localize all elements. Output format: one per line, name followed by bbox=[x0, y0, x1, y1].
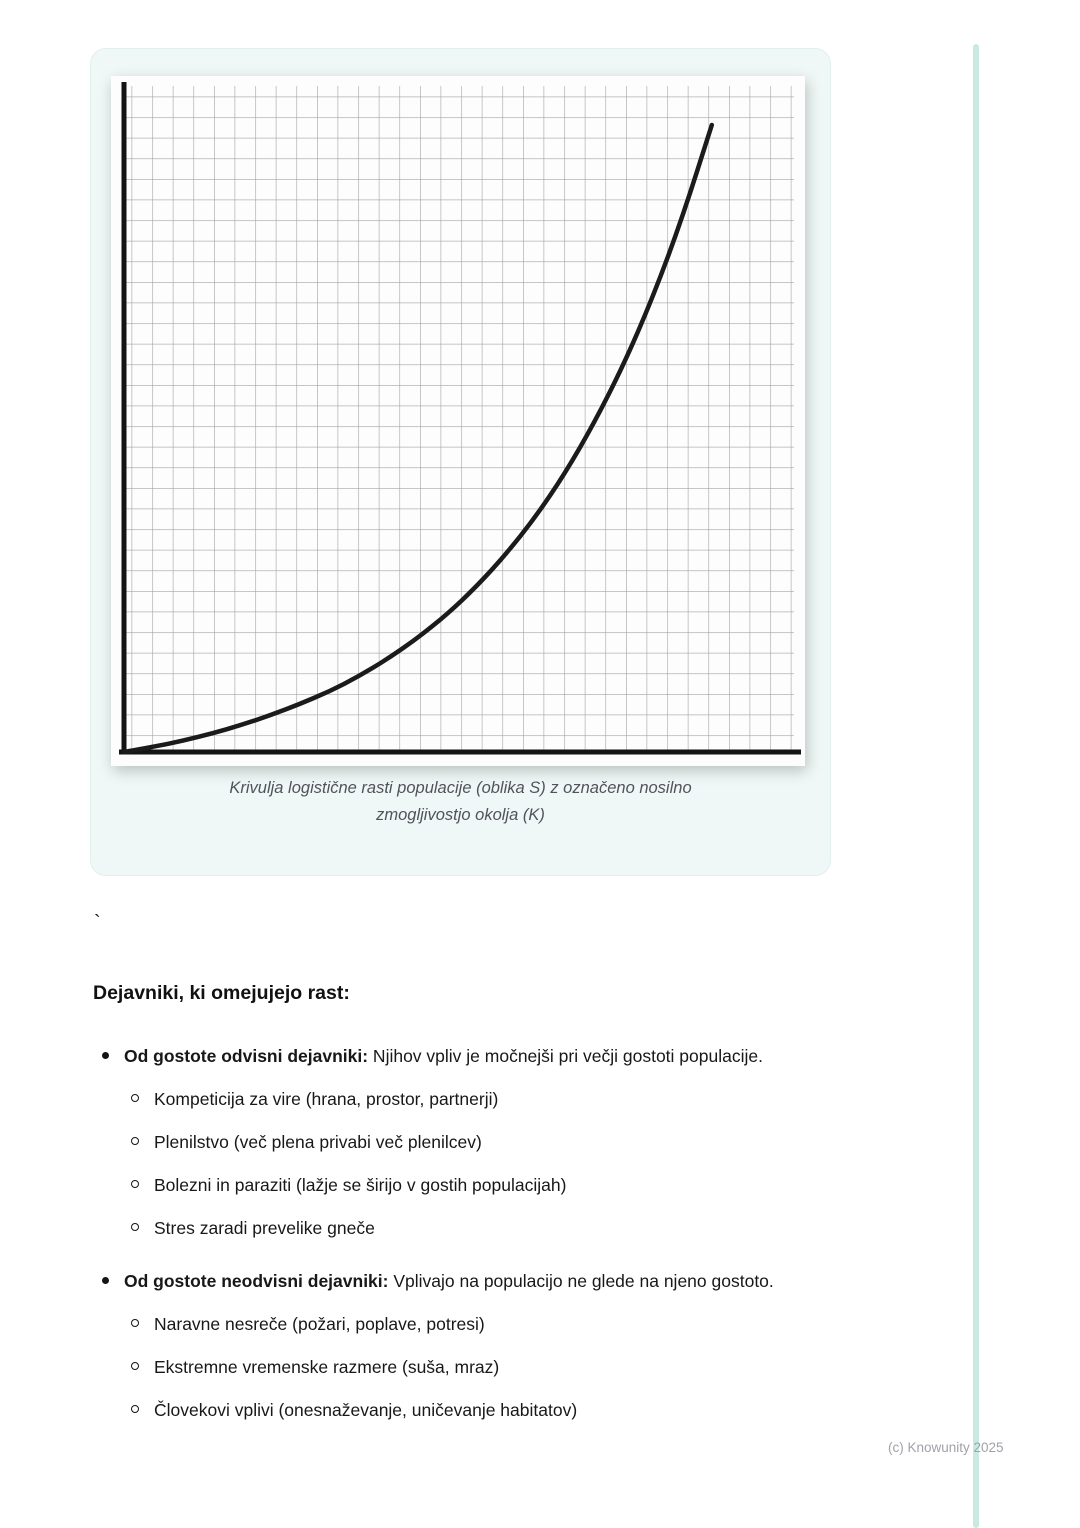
sub-list-item-text: Kompeticija za vire (hrana, prostor, partnerji) bbox=[154, 1089, 499, 1109]
bullet-circle-icon bbox=[131, 1223, 139, 1231]
bullet-circle-icon bbox=[131, 1094, 139, 1102]
list-item-bold: Od gostote odvisni dejavniki: bbox=[124, 1046, 369, 1066]
growth-curve-image bbox=[111, 76, 805, 766]
bullet-circle-icon bbox=[131, 1137, 139, 1145]
bullet-disc-icon bbox=[102, 1277, 109, 1284]
bullet-disc-icon bbox=[102, 1052, 109, 1059]
sub-list bbox=[131, 1311, 883, 1424]
page-edge-accent-bar bbox=[973, 44, 979, 1528]
stray-backtick: ` bbox=[94, 912, 101, 934]
sub-list-item-text: Človekovi vplivi (onesnaževanje, uničevanje habitatov) bbox=[154, 1400, 578, 1420]
sub-list-item bbox=[131, 1129, 883, 1156]
sub-list-item-text: Ekstremne vremenske razmere (suša, mraz) bbox=[154, 1357, 500, 1377]
sub-list-item-text: Bolezni in paraziti (lažje se širijo v gostih populacijah) bbox=[154, 1175, 567, 1195]
section-heading: Dejavniki, ki omejujejo rast: bbox=[93, 982, 350, 1004]
sub-list-item bbox=[131, 1215, 883, 1242]
sub-list-item bbox=[131, 1354, 883, 1381]
list-item-text bbox=[124, 1264, 774, 1299]
list-item-rest: Njihov vpliv je močnejši pri večji gostoti populacije. bbox=[368, 1046, 763, 1066]
figure-caption-line1: Krivulja logistične rasti populacije (oblika S) z označeno nosilno bbox=[229, 779, 692, 797]
figure-card bbox=[90, 48, 831, 876]
list-item bbox=[93, 1039, 883, 1074]
sub-list-item bbox=[131, 1172, 883, 1199]
list-item-rest: Vplivajo na populacijo ne glede na njeno gostoto. bbox=[388, 1271, 774, 1291]
list-item-text bbox=[124, 1039, 763, 1074]
bullet-circle-icon bbox=[131, 1405, 139, 1413]
figure-caption bbox=[91, 775, 830, 829]
sub-list-item bbox=[131, 1397, 883, 1424]
sub-list-item bbox=[131, 1311, 883, 1338]
growth-curve-svg bbox=[111, 76, 805, 766]
content-block bbox=[93, 982, 883, 1424]
bullet-circle-icon bbox=[131, 1362, 139, 1370]
bullet-circle-icon bbox=[131, 1319, 139, 1327]
list-item-bold: Od gostote neodvisni dejavniki: bbox=[124, 1271, 389, 1291]
sub-list bbox=[131, 1086, 883, 1242]
sub-list-item-text: Stres zaradi prevelike gneče bbox=[154, 1218, 375, 1238]
sub-list-item-text: Naravne nesreče (požari, poplave, potresi) bbox=[154, 1314, 485, 1334]
copyright-text: (c) Knowunity 2025 bbox=[888, 1440, 1004, 1455]
list-item bbox=[93, 1264, 883, 1299]
figure-caption-line2: zmogljivostjo okolja (K) bbox=[376, 806, 545, 825]
sub-list-item-text: Plenilstvo (več plena privabi več plenilcev) bbox=[154, 1132, 482, 1152]
sub-list-item bbox=[131, 1086, 883, 1113]
bullet-circle-icon bbox=[131, 1180, 139, 1188]
